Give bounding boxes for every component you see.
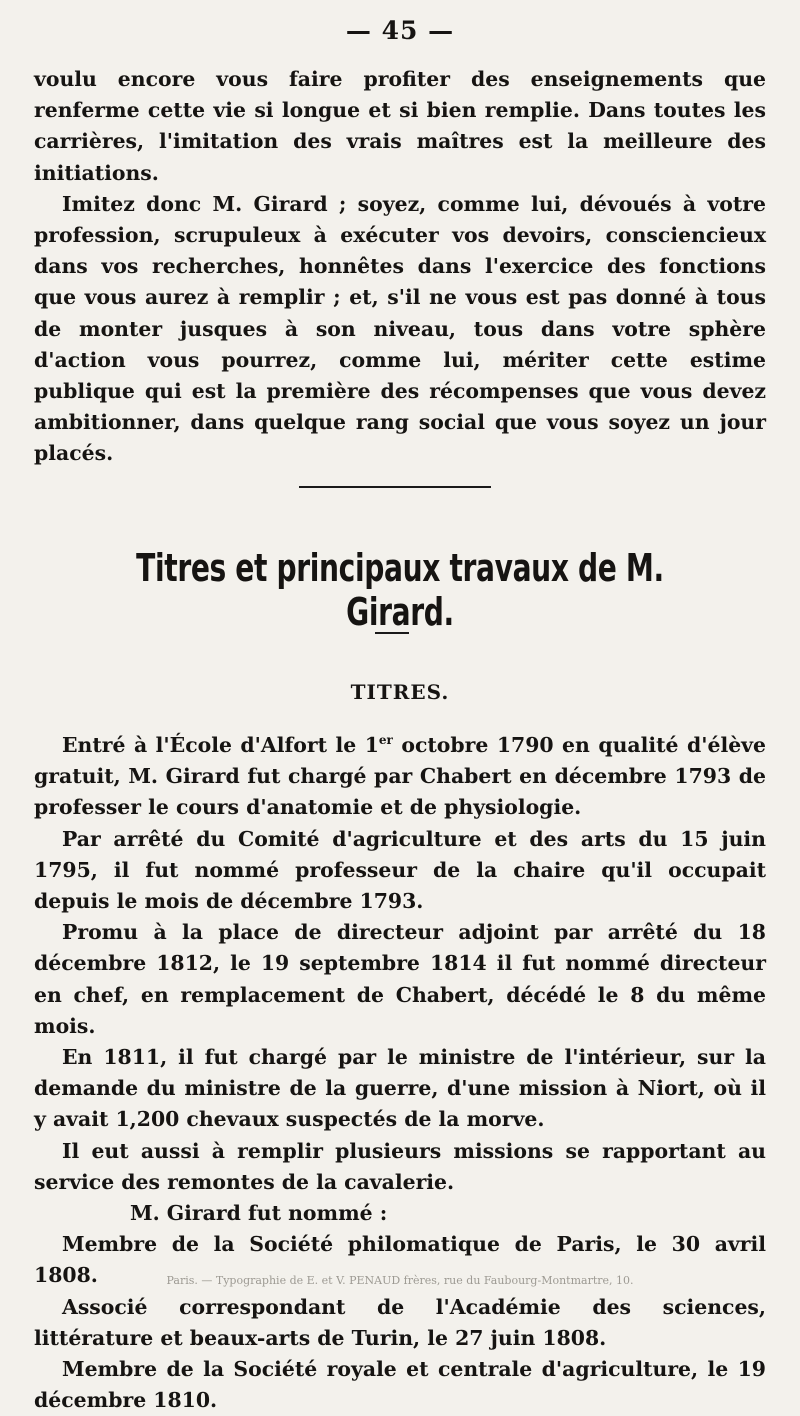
paragraph: Imitez donc M. Girard ; soyez, comme lui, dévoués à votre profession, scrupuleux à exécuter vos devoirs, consciencieux dans vos recherches, honnêtes dans l'exercice des fonctions que vous aurez à remplir ; et, s'il ne vous est pas donné à tous de monter jusques à son niveau, tous dans votre sphère d'action vous pourrez, comme lui, mériter cette estime publique qui est la première des récompenses que vous devez ambitionner, dans quelque rang social que vous soyez un jour placés. xyxy=(34,191,766,466)
subsection-title: TITRES. xyxy=(350,680,450,704)
paragraph: Associé correspondant de l'Académie des sciences, littérature et beaux-arts de Turin, le 27 juin 1808. xyxy=(34,1294,766,1350)
divider-rule xyxy=(299,486,491,488)
paragraph: Membre de la Société royale et centrale d'agriculture, le 19 décembre 1810. xyxy=(34,1357,766,1413)
intro-text xyxy=(34,64,766,470)
page-number: — 45 — xyxy=(345,16,455,45)
paragraph xyxy=(34,730,766,824)
paragraph: En 1811, il fut chargé par le ministre de l'intérieur, sur la demande du ministre de la guerre, d'une mission à Niort, où il y avait 1,200 chevaux suspectés de la morve. xyxy=(34,1045,766,1132)
paragraph-text: octobre 1790 en qualité d'élève gratuit, M. Girard fut chargé par Chabert en décembre 1793 de professer le cours d'anatomie et de physiologie. xyxy=(34,733,767,820)
short-divider-rule xyxy=(375,632,409,634)
paragraph: M. Girard fut nommé : xyxy=(130,1201,388,1226)
paragraph: Promu à la place de directeur adjoint par arrêté du 18 décembre 1812, le 19 septembre 1814 il fut nommé directeur en chef, en remplacement de Chabert, décédé le 8 du même mois. xyxy=(34,920,766,1038)
paragraph: Il eut aussi à remplir plusieurs missions se rapportant au service des remontes de la cavalerie. xyxy=(34,1138,766,1194)
titres-text xyxy=(34,730,766,1416)
paragraph-text: Entré à l'École d'Alfort le 1 xyxy=(62,733,379,757)
paragraph: voulu encore vous faire profiter des enseignements que renferme cette vie si longue et si bien remplie. Dans toutes les carrières, l'imitation des vrais maîtres est la meilleure des initiations. xyxy=(34,67,766,185)
footer-text: Paris. — Typographie de E. et V. PENAUD frères, rue du Faubourg-Montmartre, 10. xyxy=(166,1274,634,1287)
superscript: er xyxy=(378,733,393,748)
paragraph: Par arrêté du Comité d'agriculture et des arts du 15 juin 1795, il fut nommé professeur de la chaire qu'il occupait depuis le mois de décembre 1793. xyxy=(34,826,766,914)
paragraph: Membre de la Société philomatique de Paris, le 30 avril 1808. xyxy=(34,1232,766,1288)
section-title: Titres et principaux travaux de M. Girard. xyxy=(136,546,664,634)
